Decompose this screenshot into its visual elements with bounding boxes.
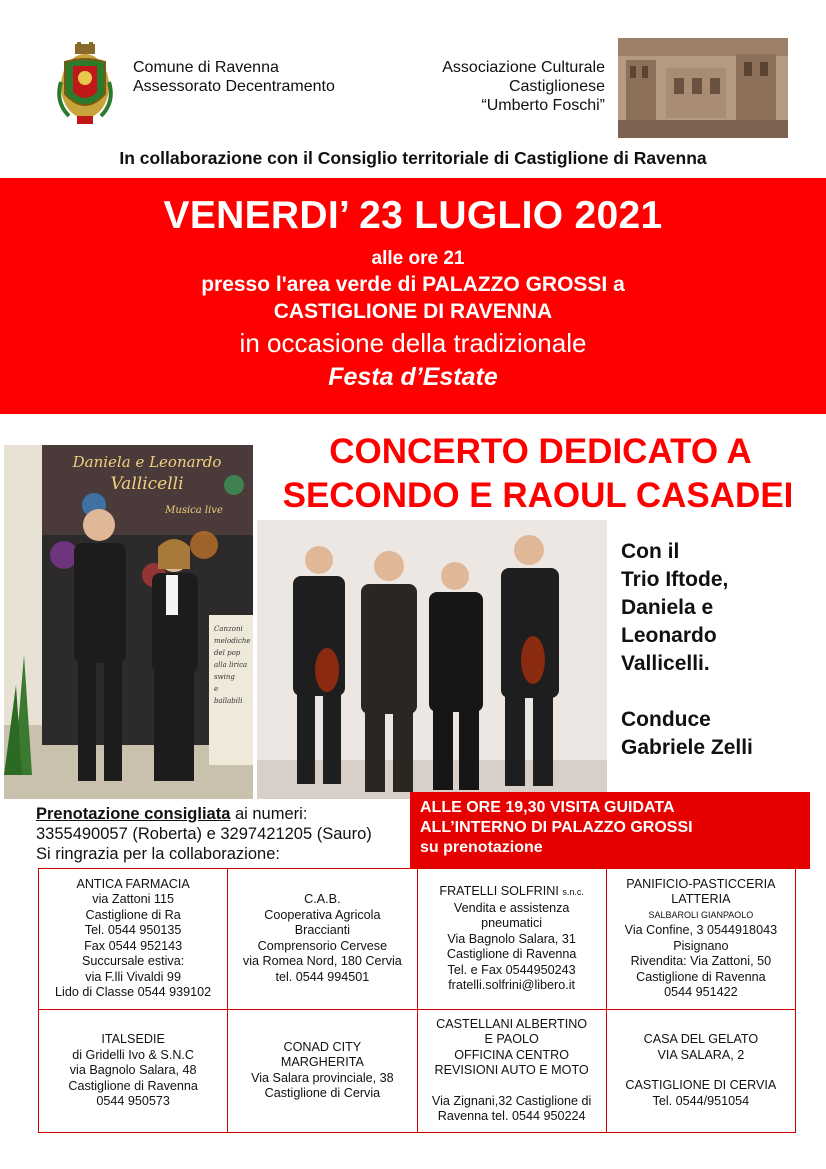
sponsor-line: REVISIONI AUTO E MOTO [434, 1063, 589, 1078]
sponsor-line: Rivendita: Via Zattoni, 50 [630, 954, 772, 969]
host-line-2: Gabriele Zelli [621, 736, 753, 759]
performers-line-1: Con il [621, 540, 680, 563]
sponsor-owner: SALBAROLI GIANPAOLO [648, 909, 754, 920]
sponsor-line: Via Salara provinciale, 38 [251, 1070, 394, 1085]
sponsor-line: tel. 0544 994501 [275, 969, 370, 984]
sponsor-name: FRATELLI SOLFRINI [439, 884, 559, 899]
sponsor-line: MARGHERITA [280, 1055, 364, 1070]
visit-line-2: ALL’INTERNO DI PALAZZO GROSSI [420, 819, 693, 836]
sponsor-line: via F.lli Vivaldi 99 [85, 969, 181, 984]
performers-line-5: Vallicelli. [621, 652, 710, 675]
sponsor-line: Tel. 0544/951054 [652, 1093, 750, 1108]
event-place-line-1: presso l'area verde di PALAZZO GROSSI a [201, 273, 625, 296]
sponsor-line: Vendita e assistenza [453, 900, 570, 915]
sponsor-line: E PAOLO [484, 1032, 539, 1047]
comune-block [133, 58, 335, 96]
sponsor-cab [228, 869, 417, 1010]
visit-line-1: ALLE ORE 19,30 VISITA GUIDATA [420, 799, 675, 816]
sponsor-castellani [417, 1009, 606, 1132]
sponsor-line: CONAD CITY [283, 1039, 362, 1054]
sponsor-line: 0544 951422 [664, 985, 738, 1000]
sponsor-line: Castiglione di Ra [85, 907, 181, 922]
sponsor-suffix: s.n.c. [562, 887, 584, 898]
quartet-photo [257, 520, 607, 799]
sponsor-line: PANIFICIO-PASTICCERIA [626, 876, 776, 891]
sponsor-italsedie [39, 1009, 228, 1132]
sponsor-casa-del-gelato [606, 1009, 795, 1132]
guided-visit-box [410, 792, 810, 869]
sponsor-line: CASTIGLIONE DI CERVIA [625, 1078, 777, 1093]
sponsor-line: pneumatici [481, 916, 543, 931]
sponsor-line: Castiglione di Cervia [264, 1086, 381, 1101]
sponsor-line: VIA SALARA, 2 [657, 1047, 745, 1062]
sponsor-line: CASTELLANI ALBERTINO [436, 1016, 588, 1031]
sponsor-line: OFFICINA CENTRO [454, 1047, 569, 1062]
sponsor-antica-farmacia [39, 869, 228, 1010]
poster-side-7: ballabili [214, 697, 243, 705]
comune-department: Assessorato Decentramento [133, 78, 335, 95]
association-relief-image [618, 38, 788, 138]
event-festa: Festa d’Estate [328, 363, 498, 391]
event-place-line-2: CASTIGLIONE DI RAVENNA [273, 300, 553, 323]
sponsor-line: Castiglione di Ravenna [636, 969, 766, 984]
sponsor-line: ITALSEDIE [101, 1032, 165, 1047]
sponsor-line: Pisignano [673, 938, 729, 953]
association-block [400, 58, 605, 115]
sponsor-line: Castiglione di Ravenna [446, 947, 577, 962]
sponsor-line: C.A.B. [304, 892, 341, 907]
sponsor-line: Fax 0544 952143 [84, 938, 183, 953]
performers-block [621, 538, 826, 678]
sponsor-line: fratelli.solfrini@libero.it [448, 978, 576, 993]
sponsor-line: Tel. 0544 950135 [84, 923, 182, 938]
sponsor-line: Succursale estiva: [82, 954, 185, 969]
host-block [621, 706, 826, 762]
sponsor-line: CASA DEL GELATO [643, 1032, 759, 1047]
event-banner [0, 178, 826, 414]
sponsor-line: di Gridelli Ivo & S.N.C [72, 1047, 195, 1062]
event-time: alle ore 21 [371, 248, 465, 269]
poster-side-6: e [214, 685, 219, 693]
poster-script-label: Musica live [165, 505, 223, 516]
duo-photo [4, 445, 253, 799]
association-line-2: Castiglionese [508, 78, 605, 95]
poster-side-1: Canzoni [214, 625, 243, 633]
booking-info [36, 804, 416, 864]
collaboration-line: In collaborazione con il Consiglio territoriale di Castiglione di Ravenna [119, 148, 707, 168]
performers-line-2: Trio Iftode, [621, 568, 729, 591]
booking-label: Prenotazione consigliata [36, 805, 231, 823]
sponsors-table [38, 868, 796, 1133]
sponsor-line: Via Bagnolo Salara, 31 [447, 931, 576, 946]
sponsor-line: Cooperativa Agricola [264, 907, 381, 922]
comune-name: Comune di Ravenna [133, 59, 279, 76]
concert-title-line-1: CONCERTO DEDICATO A [329, 432, 752, 471]
sponsor-line: Comprensorio Cervese [257, 938, 388, 953]
association-line-3: “Umberto Foschi” [481, 97, 605, 114]
poster-side-5: swing [214, 673, 235, 681]
sponsor-panificio [606, 869, 795, 1010]
sponsor-line: via Bagnolo Salara, 48 [69, 1063, 197, 1078]
booking-label-suffix: ai numeri: [230, 805, 308, 823]
performers-line-3: Daniela e [621, 596, 714, 619]
sponsor-line: 0544 950573 [96, 1094, 170, 1109]
sponsor-conad [228, 1009, 417, 1132]
sponsor-line: Via Zignani,32 Castiglione di [431, 1093, 592, 1108]
sponsor-line: Ravenna tel. 0544 950224 [437, 1109, 586, 1124]
sponsor-line: via Zattoni 115 [92, 892, 174, 907]
ravenna-crest-logo [55, 42, 115, 128]
sponsor-line: Lido di Classe 0544 939102 [55, 985, 212, 1000]
sponsor-line: Tel. e Fax 0544950243 [447, 962, 576, 977]
visit-line-3: su prenotazione [420, 839, 543, 856]
sponsor-line: ANTICA FARMACIA [76, 876, 190, 891]
poster-side-4: alla lirica [214, 661, 248, 669]
poster-side-2: melodiche [214, 637, 251, 645]
sponsor-line: via Romea Nord, 180 Cervia [242, 954, 402, 969]
poster-title-1: Daniela e Leonardo [72, 453, 222, 471]
performers-line-4: Leonardo [621, 624, 717, 647]
event-date: VENERDI’ 23 LUGLIO 2021 [163, 194, 663, 237]
sponsor-fratelli-solfrini [417, 869, 606, 1010]
event-occasion: in occasione della tradizionale [239, 328, 587, 358]
sponsor-line: LATTERIA [671, 892, 731, 907]
sponsor-line: Castiglione di Ravenna [68, 1078, 198, 1093]
booking-numbers: 3355490057 (Roberta) e 3297421205 (Sauro) [36, 825, 372, 843]
concert-title-line-2: SECONDO E RAOUL CASADEI [282, 476, 794, 515]
host-line-1: Conduce [621, 708, 711, 731]
thanks-line: Si ringrazia per la collaborazione: [36, 845, 280, 863]
sponsor-line: Braccianti [294, 923, 351, 938]
poster-side-3: del pop [214, 649, 241, 657]
association-line-1: Associazione Culturale [442, 59, 605, 76]
poster-title-2: Vallicelli [110, 474, 184, 494]
sponsor-line: Via Confine, 3 0544918043 [624, 923, 778, 938]
